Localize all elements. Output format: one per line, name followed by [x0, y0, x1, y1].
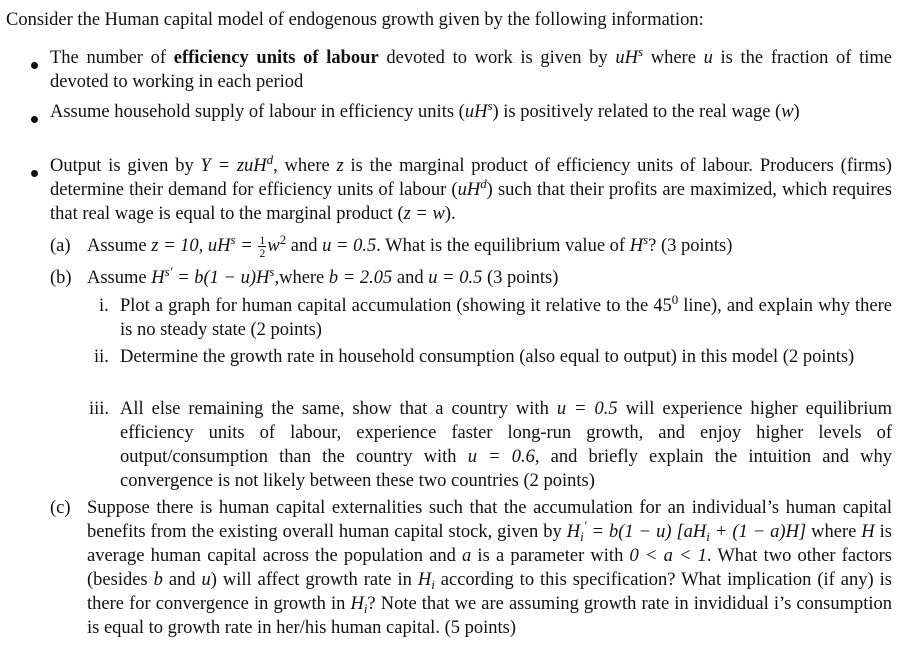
part-b-label: (b) [50, 268, 72, 288]
part-b-text: Assume $H^{s'} = b(1$ − $u)H^s,where$ b = 2.05 and u = 0.5 (3 points) [87, 263, 559, 288]
bullet-efficiency-units: The number of efficiency units of labour devoted to work is given by $uH^s$ where u is the fraction of time devoted to working in each period [50, 43, 892, 92]
part-c-label: (c) [50, 498, 71, 518]
bullet-dot [31, 170, 38, 177]
subpart-ii-text: Determine the growth rate in household consumption (also equal to output) in this model (2 points) [120, 347, 855, 367]
bullet-labour-supply: Assume household supply of labour in efficiency units $(uH^s)$ is positively related to the real wage (w) [50, 97, 800, 122]
subpart-ii-label: ii. [94, 347, 109, 367]
intro-text: Consider the Human capital model of endogenous growth given by the following information: [6, 10, 704, 30]
bullet-dot [31, 116, 38, 123]
subpart-iii-label: iii. [89, 399, 110, 419]
bullet-output: Output is given by Y = zuH$^d$, where z is the marginal product of efficiency units of labour. Producers (firms) determine their demand for efficiency units of labour $(uH^d)$ such that their profits are maximized, which requires that real wage is equal to the marginal product (z = w). [50, 151, 892, 224]
bullet-dot [31, 62, 38, 69]
part-a-label: (a) [50, 236, 71, 256]
fraction-one-half: $\frac{1}{2}$ [259, 233, 266, 261]
part-a-text: Assume z = 10, $uH^s$ = $\frac{1}{2}$ $w^2$ and u = 0.5. What is the equilibrium value of $H^s$? (3 points) [87, 231, 733, 261]
part-c-text: Suppose there is human capital externalities such that the accumulation for an individual’s human capital benefits from the existing overall human capital stock, given by $H_i' = b(1 - u) [aH_i + (1 - a)H]$ where H is average human capital across the population and a is a parameter with 0 < a < 1. What two other factors (besides b and u) will affect growth rate in $H_i$ according to this specification? What implication (if any) is there for convergence in growth in $H_i$? Note that we are assuming growth rate in invididual i’s consumption is equal to growth rate in her/his human capital. (5 points) [87, 498, 893, 638]
subpart-i-text: Plot a graph for human capital accumulation (showing it relative to the $45^0$ line), and explain why there is no steady state (2 points) [120, 291, 892, 340]
subpart-i-label: i. [99, 296, 109, 316]
subpart-iii-text: All else remaining the same, show that a country with u = 0.5 will experience higher equilibrium efficiency units of labour, experience faster long-run growth, and enjoy higher levels of output/consumption than the country with u = 0.6, and briefly explain the intuition and why convergence is not likely between these two countries (2 points) [120, 399, 892, 491]
